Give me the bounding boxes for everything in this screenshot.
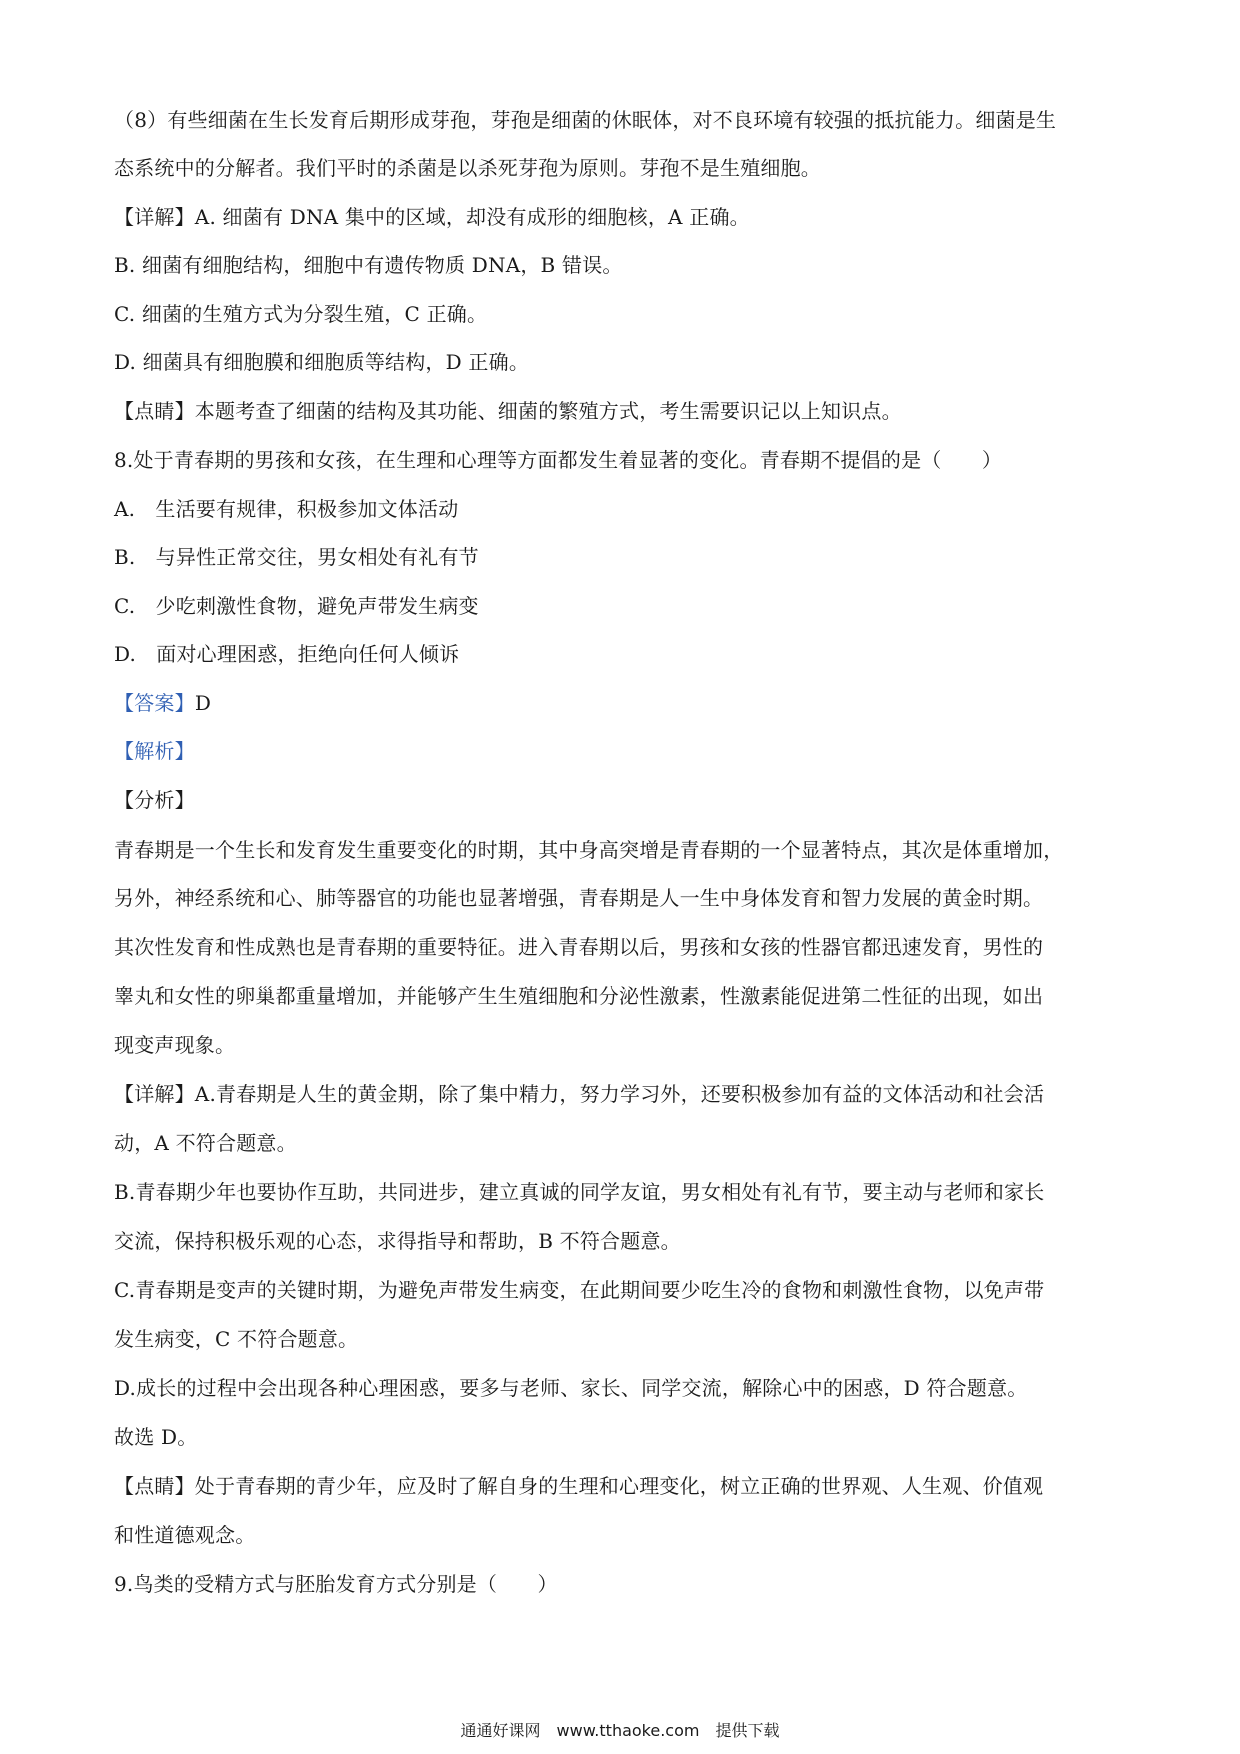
q8-analysis-label: 【解析】 xyxy=(114,739,195,763)
q8-detail-line-6: 发生病变，C 不符合题意。 xyxy=(114,1327,359,1351)
q8-detail-line-1: 【详解】A.青春期是人生的黄金期，除了集中精力，努力学习外，还要积极参加有益的文体活动和社会活 xyxy=(114,1082,1045,1106)
q8-detail-line-7: D.成长的过程中会出现各种心理困惑，要多与老师、家长、同学交流，解除心中的困惑，D 符合题意。 xyxy=(114,1376,1028,1400)
q8-detail-line-3: B.青春期少年也要协作互助，共同进步，建立真诚的同学友谊，男女相处有礼有节，要主动与老师和家长 xyxy=(114,1180,1045,1204)
q8-detail-line-8: 故选 D。 xyxy=(114,1425,198,1449)
q8-detail-line-2: 动，A 不符合题意。 xyxy=(114,1131,297,1155)
q8-fenxi-line-1: 青春期是一个生长和发育发生重要变化的时期，其中身高突增是青春期的一个显著特点，其次是体重增加， xyxy=(114,838,1064,862)
q7-detail-c: C. 细菌的生殖方式为分裂生殖，C 正确。 xyxy=(114,302,488,326)
q9-stem: 9.鸟类的受精方式与胚胎发育方式分别是（ ） xyxy=(114,1572,558,1596)
answer-value: D xyxy=(194,691,212,715)
q7-analysis-line-1: （8）有些细菌在生长发育后期形成芽孢，芽孢是细菌的休眠体，对不良环境有较强的抵抗能力。细菌是生 xyxy=(114,108,1057,132)
q8-option-d: D. 面对心理困惑，拒绝向任何人倾诉 xyxy=(114,642,460,666)
q8-option-b: B. 与异性正常交往，男女相处有礼有节 xyxy=(114,545,479,569)
q7-detail-d: D. 细菌具有细胞膜和细胞质等结构，D 正确。 xyxy=(114,350,530,374)
q8-option-a: A. 生活要有规律，积极参加文体活动 xyxy=(114,497,459,521)
q7-analysis-line-2: 态系统中的分解者。我们平时的杀菌是以杀死芽孢为原则。芽孢不是生殖细胞。 xyxy=(114,156,821,180)
q7-comment: 【点睛】本题考查了细菌的结构及其功能、细菌的繁殖方式，考生需要识记以上知识点。 xyxy=(114,399,902,423)
q8-fenxi-line-3: 其次性发育和性成熟也是青春期的重要特征。进入青春期以后，男孩和女孩的性器官都迅速发育，男性的 xyxy=(114,935,1044,959)
q8-comment-line-2: 和性道德观念。 xyxy=(114,1523,256,1547)
answer-label: 【答案】 xyxy=(114,691,195,715)
q8-comment-line-1: 【点睛】处于青春期的青少年，应及时了解自身的生理和心理变化，树立正确的世界观、人生观、价值观 xyxy=(114,1474,1044,1498)
q8-fenxi-line-4: 睾丸和女性的卵巢都重量增加，并能够产生生殖细胞和分泌性激素，性激素能促进第二性征的出现，如出 xyxy=(114,984,1044,1008)
q8-fenxi-label: 【分析】 xyxy=(114,788,195,812)
page-footer: 通通好课网 www.tthaoke.com 提供下载 xyxy=(460,1721,780,1740)
q8-fenxi-line-5: 现变声现象。 xyxy=(114,1033,236,1057)
q7-detail-a: 【详解】A. 细菌有 DNA 集中的区域，却没有成形的细胞核，A 正确。 xyxy=(114,205,750,229)
q7-detail-b: B. 细菌有细胞结构，细胞中有遗传物质 DNA，B 错误。 xyxy=(114,253,623,277)
q8-answer xyxy=(114,689,1134,717)
q8-stem: 8.处于青春期的男孩和女孩，在生理和心理等方面都发生着显著的变化。青春期不提倡的是（ ） xyxy=(114,448,1003,472)
q8-fenxi-line-2: 另外，神经系统和心、肺等器官的功能也显著增强，青春期是人一生中身体发育和智力发展的黄金时期。 xyxy=(114,886,1044,910)
q8-detail-line-5: C.青春期是变声的关键时期，为避免声带发生病变，在此期间要少吃生冷的食物和刺激性食物，以免声带 xyxy=(114,1278,1045,1302)
q8-option-c: C. 少吃刺激性食物，避免声带发生病变 xyxy=(114,594,479,618)
q8-detail-line-4: 交流，保持积极乐观的心态，求得指导和帮助，B 不符合题意。 xyxy=(114,1229,681,1253)
